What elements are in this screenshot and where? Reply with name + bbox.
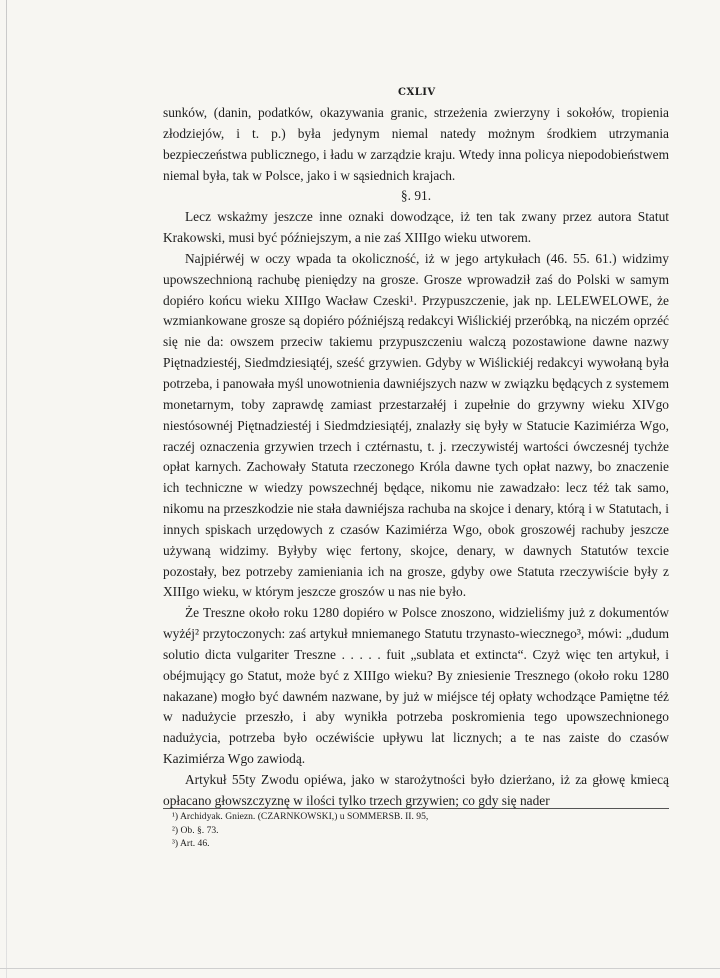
page-number: CXLIV <box>398 87 436 98</box>
scan-bottom-edge <box>0 968 720 969</box>
scan-left-edge <box>6 0 7 978</box>
section-heading: §. 91. <box>400 188 432 204</box>
footnote-rule <box>163 808 669 809</box>
footnotes <box>172 810 669 851</box>
footnote: ²) Ob. §. 73. <box>172 824 219 836</box>
footnote: ¹) Archidyak. Gniezn. (CZARNKOWSKI,) u SOMMERSB. II. 95, <box>172 811 429 822</box>
footnote: ³) Art. 46. <box>172 838 210 849</box>
paragraph: sunków, (danin, podatków, okazywania granic, strzeżenia zwierzyny i sokołów, tropienia złodziejów, i t. p.) była jedynym niemal natedy możnym środkiem utrzymania bezpieczeństwa publicznego, i ładu w zarządzie kraju. Wtedy inna policya niepodobieństwem niemal była, tak w Polsce, jako i w sąsiednich krajach. <box>163 105 669 183</box>
paragraph: Że Treszne około roku 1280 dopiéro w Polsce znoszono, widzieliśmy już z dokumentów wyżéj² przytoczonych: zaś artykuł mniemanego Statutu trzynasto-wiecznego³, mówi: „dudum solutio dicta vulgariter Treszne . . . . . fuit „sublata et extincta“. Czyż więc ten artykuł, i obéjmujący go Statut, może być z XIIIgo wieku? By zniesienie Tresznego (około roku 1280 nakazane) mogło być dawném nazwane, by już w miéjsce téj opłaty wchodzące Pamiętne téż w nadużycie przeszło, i aby wynikła potrzeba poskromienia tego upowszechnionego nadużycia, potrzeba było oczéwiście upływu lat licznych; a te nas zaiste do czasów Kazimiérza Wgo zawiodą. <box>163 605 669 767</box>
paragraph: Lecz wskażmy jeszcze inne oznaki dowodzące, iż ten tak zwany przez autora Statut Krakowski, musi być późniejszym, a nie zaś XIIIgo wieku utworem. <box>163 209 669 246</box>
paragraph: Najpiérwéj w oczy wpada ta okoliczność, iż w jego artykułach (46. 55. 61.) widzimy upowszechnioną rachubę pieniędzy na grosze. Grosze wprowadził zaś do Polski w samym dopiéro końcu wieku XIIIgo Wacław Czeski¹. Przypuszczenie, jak np. LELEWELOWE, że wzmiankowane grosze są dopiéro późniéjszą redakcyi Wiślickiéj przeróbką, na niczém oprzéć się nie da: owszem przeciw takiemu przypuszczeniu walczą pozostawione dawne nazwy Piętnadziestéj, Siedmdziesiątéj, sześć grzywien. Gdyby w Wiślickiéj redakcyi wywołaną była potrzeba, i panowała myśl unowotnienia dawniéjszych nazw w związku będących z systemem monetarnym, toby zaprawdę zamiast przestarzałéj i zupełnie do grzywny wieku XIVgo niestósownéj Piętnadziestéj i Siedmdziesiątéj, znalazły się były w Statucie Kazimiérza Wgo, raczéj oznaczenia grzywien trzech i cztérnastu, t. j. rzeczywistéj wartości ówczesnéj tychże opłat karnych. Zachowały Statuta rzeczonego Króla dawne tych opłat nazwy, bo znaczenie ich techniczne w wiedzy powszechnéj będące, nikomu nie zawadzało: lecz téż tak samo, nikomu na przeszkodzie nie stała dawniéjsza rachuba na skojce i denary, którą i w Statutach, i innych spiskach urzędowych z czasów Kazimiérza Wgo, obok groszowéj rachuby jeszcze używaną widzimy. Byłyby więc fertony, skojce, denary, w dawnych Statutów texcie pozostały, bez potrzeby zamieniania ich na grosze, gdyby owe Statuta rzeczywiście były z XIIIgo wieku, w którym jeszcze groszów u nas nie było. <box>163 250 669 600</box>
paragraph: Artykuł 55ty Zwodu opiéwa, jako w starożytności było dzierżano, iż za głowę kmiecą opłacano głowszczyznę w ilości tylko trzech grzywien; co gdy się nader <box>163 772 669 808</box>
body-text <box>163 103 669 812</box>
